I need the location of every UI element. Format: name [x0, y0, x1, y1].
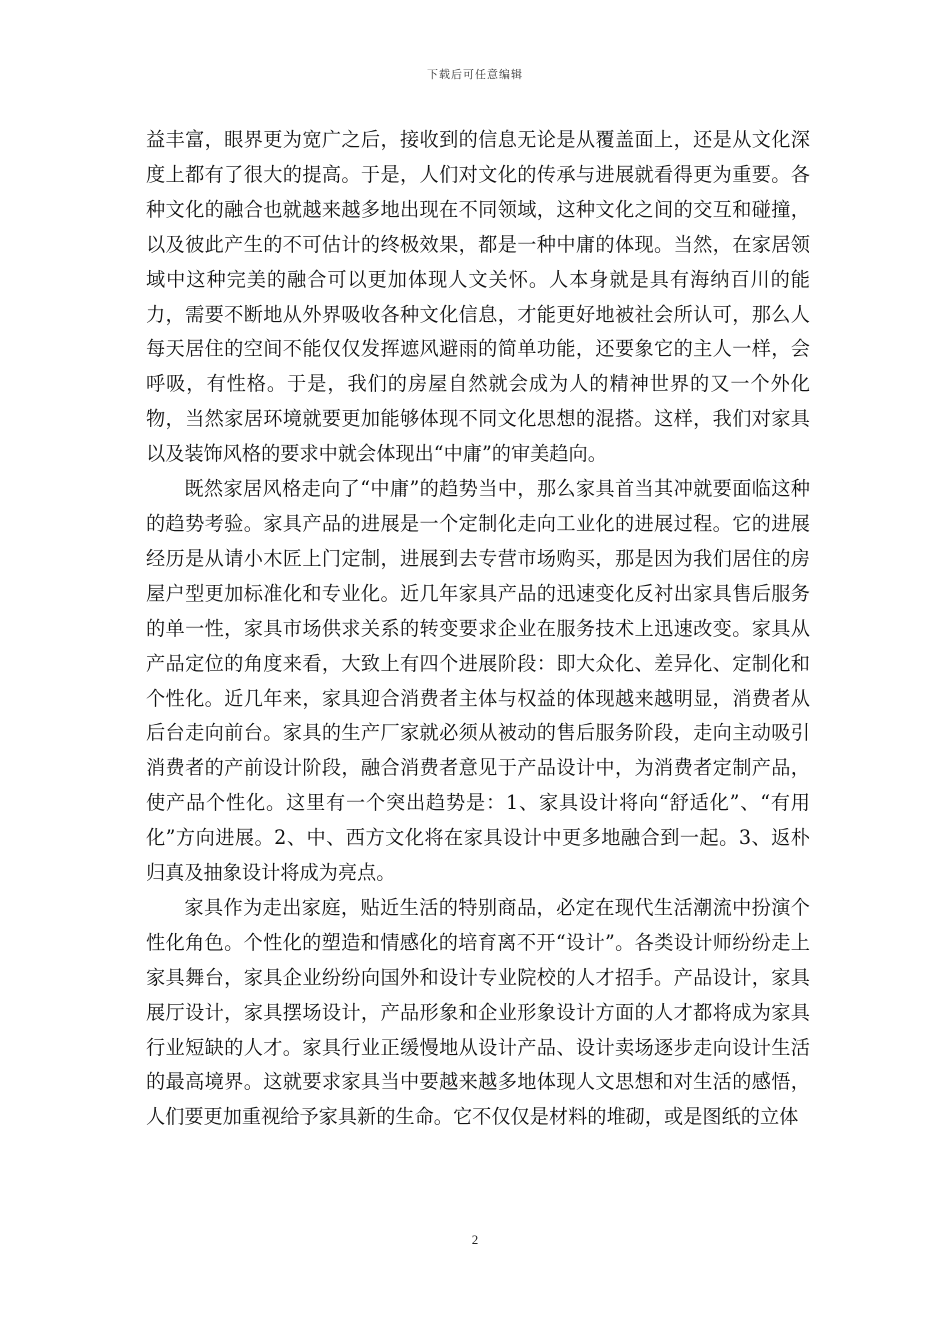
document-body [146, 123, 810, 1135]
paragraph-furniture-trend: 既然家居风格走向了“中庸”的趋势当中，那么家具首当其冲就要面临这种的趋势考验。家具产品的进展是一个定制化走向工业化的进展过程。它的进展经历是从请小木匠上门定制，进展到去专营市场购买，那是因为我们居住的房屋户型更加标准化和专业化。近几年家具产品的迅速变化反衬出家具售后服务的单一性，家具市场供求关系的转变要求企业在服务技术上迅速改变。家具从产品定位的角度来看，大致上有四个进展阶段：即大众化、差异化、定制化和个性化。近几年来，家具迎合消费者主体与权益的体现越来越明显，消费者从后台走向前台。家具的生产厂家就必须从被动的售后服务阶段，走向主动吸引消费者的产前设计阶段，融合消费者意见于产品设计中，为消费者定制产品，使产品个性化。这里有一个突出趋势是：1、家具设计将向“舒适化”、“有用化”方向进展。2、中、西方文化将在家具设计中更多地融合到一起。3、返朴归真及抽象设计将成为亮点。 [146, 477, 810, 885]
paragraph-furniture-design: 家具作为走出家庭，贴近生活的特别商品，必定在现代生活潮流中扮演个性化角色。个性化的塑造和情感化的培育离不开“设计”。各类设计师纷纷走上家具舞台，家具企业纷纷向国外和设计专业院校的人才招手。产品设计，家具展厅设计，家具摆场设计，产品形象和企业形象设计方面的人才都将成为家具行业短缺的人才。家具行业正缓慢地从设计产品、设计卖场逐步走向设计生活的最高境界。这就要求家具当中要越来越多地体现人文思想和对生活的感悟，人们要更加重视给予家具新的生命。它不仅仅是材料的堆砌，或是图纸的立体 [146, 895, 810, 1129]
page-header: 下载后可任意编辑 [427, 68, 523, 81]
paragraph-continuation: 益丰富，眼界更为宽广之后，接收到的信息无论是从覆盖面上，还是从文化深度上都有了很大的提高。于是，人们对文化的传承与进展就看得更为重要。各种文化的融合也就越来越多地出现在不同领域，这种文化之间的交互和碰撞，以及彼此产生的不可估计的终极效果，都是一种中庸的体现。当然，在家居领域中这种完美的融合可以更加体现人文关怀。人本身就是具有海纳百川的能力，需要不断地从外界吸收各种文化信息，才能更好地被社会所认可，那么人每天居住的空间不能仅仅发挥遮风避雨的简单功能，还要象它的主人一样，会呼吸，有性格。于是，我们的房屋自然就会成为人的精神世界的又一个外化物，当然家居环境就要更加能够体现不同文化思想的混搭。这样，我们对家具以及装饰风格的要求中就会体现出“中庸”的审美趋向。 [146, 128, 810, 466]
page-number: 2 [471, 1232, 479, 1247]
